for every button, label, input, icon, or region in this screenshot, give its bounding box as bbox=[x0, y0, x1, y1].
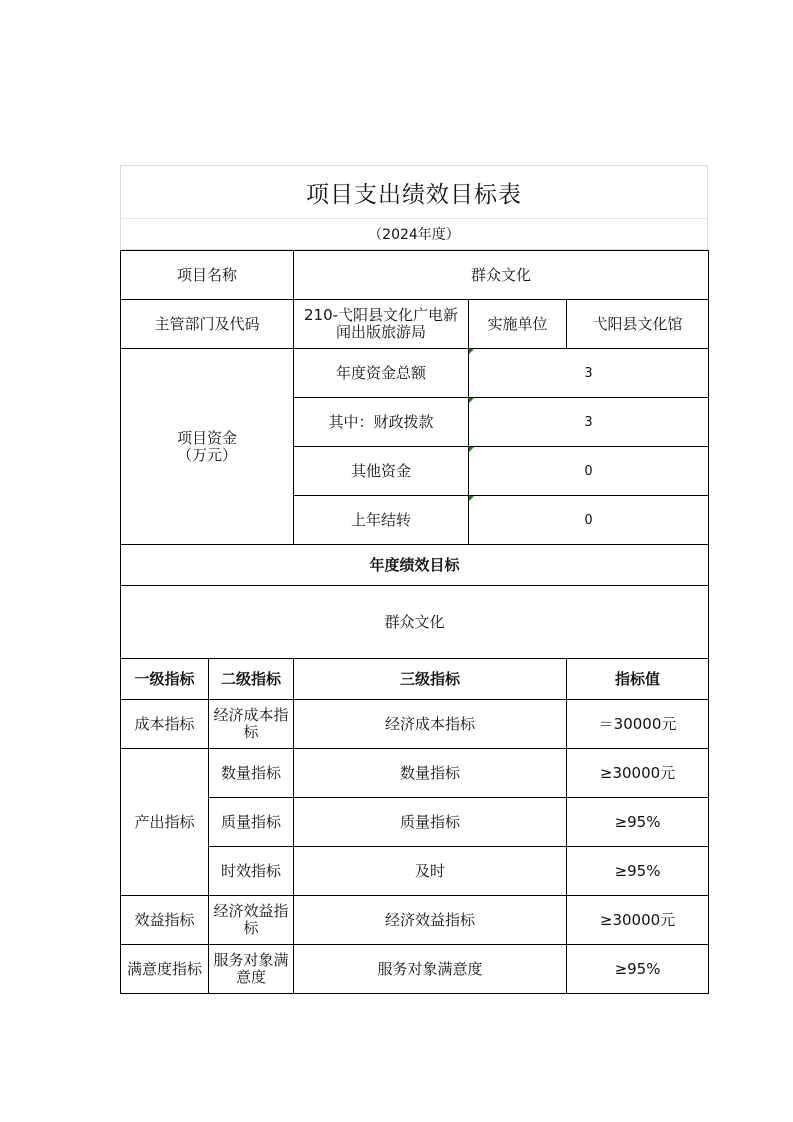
funds-item-value: 0 bbox=[469, 496, 709, 545]
project-name-label: 项目名称 bbox=[121, 251, 294, 300]
dept-label: 主管部门及代码 bbox=[121, 300, 294, 349]
goal-table bbox=[120, 250, 709, 994]
value-cell: ≥95% bbox=[567, 945, 709, 994]
level2-cell: 经济效益指标 bbox=[209, 896, 294, 945]
annual-goal-text: 群众文化 bbox=[121, 586, 709, 659]
funds-item-value: 3 bbox=[469, 398, 709, 447]
impl-unit-label: 实施单位 bbox=[469, 300, 567, 349]
funds-item-label: 其他资金 bbox=[294, 447, 469, 496]
value-cell: ≥95% bbox=[567, 798, 709, 847]
funds-item-value: 0 bbox=[469, 447, 709, 496]
level3-cell: 数量指标 bbox=[294, 749, 567, 798]
level2-cell: 时效指标 bbox=[209, 847, 294, 896]
level2-cell: 经济成本指标 bbox=[209, 700, 294, 749]
level2-cell: 服务对象满意度 bbox=[209, 945, 294, 994]
performance-goal-sheet bbox=[120, 165, 708, 994]
funds-label: 项目资金 （万元） bbox=[121, 349, 294, 545]
year-label: （2024年度） bbox=[120, 218, 708, 250]
level1-cell: 效益指标 bbox=[121, 896, 209, 945]
level2-cell: 质量指标 bbox=[209, 798, 294, 847]
level1-cell: 满意度指标 bbox=[121, 945, 209, 994]
value-cell: ≥95% bbox=[567, 847, 709, 896]
header-value: 指标值 bbox=[567, 659, 709, 700]
level2-cell: 数量指标 bbox=[209, 749, 294, 798]
project-name-value: 群众文化 bbox=[294, 251, 709, 300]
funds-item-value: 3 bbox=[469, 349, 709, 398]
value-cell: ≥30000元 bbox=[567, 896, 709, 945]
page-title: 项目支出绩效目标表 bbox=[120, 165, 708, 218]
level3-cell: 经济成本指标 bbox=[294, 700, 567, 749]
funds-item-label: 年度资金总额 bbox=[294, 349, 469, 398]
dept-value: 210-弋阳县文化广电新闻出版旅游局 bbox=[294, 300, 469, 349]
level3-cell: 服务对象满意度 bbox=[294, 945, 567, 994]
level1-cell: 成本指标 bbox=[121, 700, 209, 749]
level3-cell: 质量指标 bbox=[294, 798, 567, 847]
annual-goal-header: 年度绩效目标 bbox=[121, 545, 709, 586]
impl-unit-value: 弋阳县文化馆 bbox=[567, 300, 709, 349]
funds-item-label: 上年结转 bbox=[294, 496, 469, 545]
header-level3: 三级指标 bbox=[294, 659, 567, 700]
value-cell: ＝30000元 bbox=[567, 700, 709, 749]
funds-item-label: 其中：财政拨款 bbox=[294, 398, 469, 447]
header-level1: 一级指标 bbox=[121, 659, 209, 700]
level3-cell: 经济效益指标 bbox=[294, 896, 567, 945]
level1-cell: 产出指标 bbox=[121, 749, 209, 896]
header-level2: 二级指标 bbox=[209, 659, 294, 700]
value-cell: ≥30000元 bbox=[567, 749, 709, 798]
level3-cell: 及时 bbox=[294, 847, 567, 896]
